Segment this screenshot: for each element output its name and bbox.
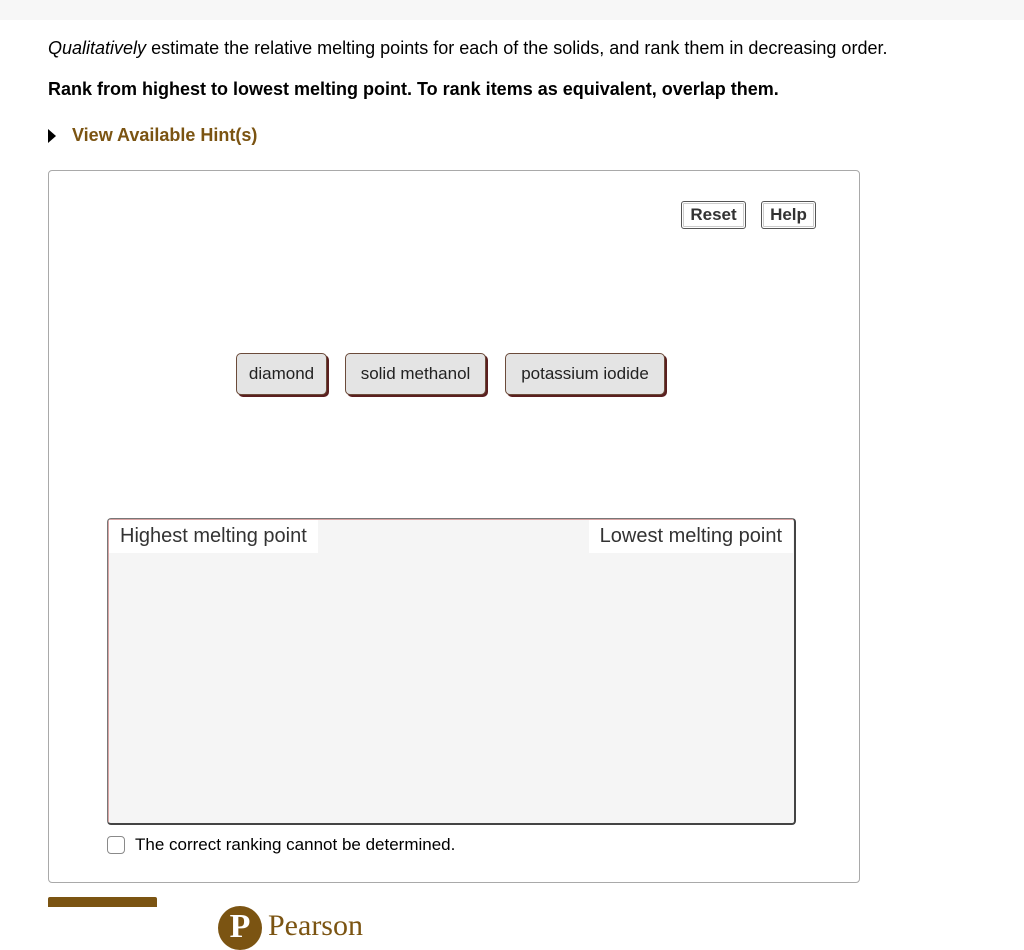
help-button[interactable]: Help bbox=[761, 201, 816, 229]
top-bar bbox=[0, 0, 1024, 20]
submit-button[interactable] bbox=[48, 897, 157, 907]
pearson-logo-icon bbox=[218, 906, 262, 950]
lowest-label: Lowest melting point bbox=[589, 520, 793, 553]
rank-item-solid-methanol[interactable]: solid methanol bbox=[345, 353, 486, 395]
cannot-determine-checkbox[interactable] bbox=[107, 836, 125, 854]
hint-label: View Available Hint(s) bbox=[72, 125, 258, 145]
highest-label: Highest melting point bbox=[109, 520, 318, 553]
expand-triangle-icon bbox=[48, 129, 56, 143]
cannot-determine-label: The correct ranking cannot be determined. bbox=[135, 835, 456, 854]
rank-item-potassium-iodide[interactable]: potassium iodide bbox=[505, 353, 665, 395]
question-instructions bbox=[48, 37, 887, 59]
pearson-wordmark: Pearson bbox=[268, 909, 363, 942]
instruction-text: estimate the relative melting points for each of the solids, and rank them in decreasing order. bbox=[151, 38, 888, 58]
ranking-panel bbox=[48, 170, 860, 883]
rank-instructions: Rank from highest to lowest melting point. To rank items as equivalent, overlap them. bbox=[48, 79, 779, 99]
logo-letter: P bbox=[229, 908, 251, 945]
cannot-determine-row[interactable] bbox=[107, 835, 455, 855]
reset-button[interactable]: Reset bbox=[681, 201, 746, 229]
view-hints-link[interactable] bbox=[48, 125, 257, 146]
ranking-dropzone[interactable] bbox=[107, 518, 796, 825]
instruction-emphasis: Qualitatively bbox=[48, 38, 147, 58]
rank-item-diamond[interactable]: diamond bbox=[236, 353, 327, 395]
